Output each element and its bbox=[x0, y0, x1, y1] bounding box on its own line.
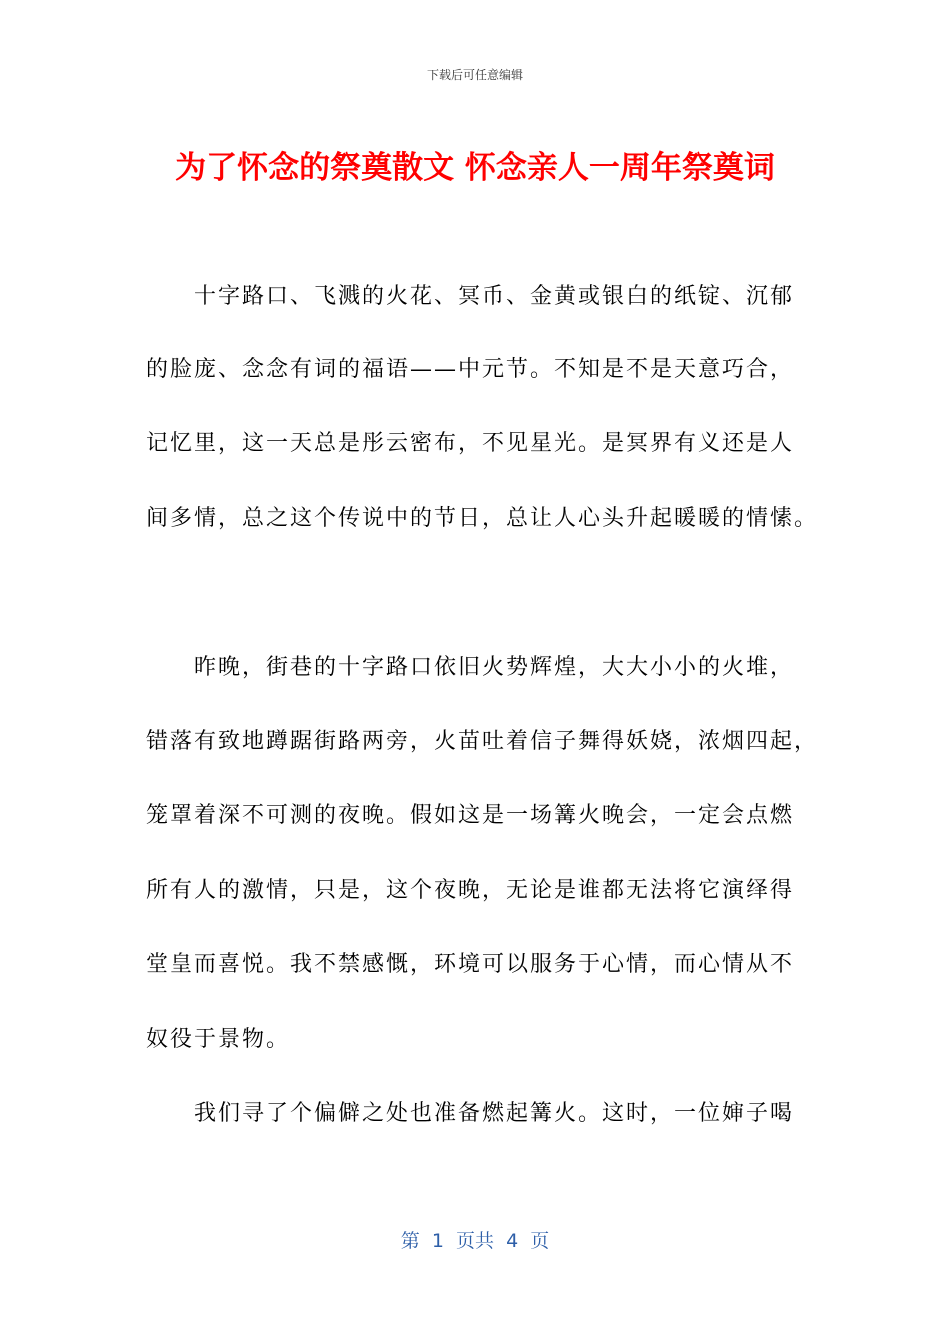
paragraph-line: 错落有致地蹲踞街路两旁，火苗吐着信子舞得妖娆，浓烟四起， bbox=[146, 729, 819, 754]
header-note: 下载后可任意编辑 bbox=[426, 68, 523, 82]
page-number-footer: 第 1 页共 4 页 bbox=[400, 1230, 550, 1252]
document-title: 为了怀念的祭奠散文 怀念亲人一周年祭奠词 bbox=[175, 150, 775, 186]
paragraph-line: 十字路口、飞溅的火花、冥币、金黄或银白的纸锭、沉郁 bbox=[194, 284, 795, 309]
paragraph-line: 我们寻了个偏僻之处也准备燃起篝火。这时，一位婶子喝 bbox=[194, 1101, 795, 1126]
paragraph-line: 记忆里，这一天总是彤云密布，不见星光。是冥界有义还是人 bbox=[146, 431, 795, 456]
paragraph-line: 奴役于景物。 bbox=[146, 1027, 291, 1052]
paragraph-line: 间多情，总之这个传说中的节日，总让人心头升起暖暖的情愫。 bbox=[146, 506, 819, 531]
paragraph-line: 所有人的激情，只是，这个夜晚，无论是谁都无法将它演绎得 bbox=[146, 878, 795, 903]
paragraph-line: 笼罩着深不可测的夜晚。假如这是一场篝火晚会，一定会点燃 bbox=[146, 803, 795, 828]
paragraph-line: 的脸庞、念念有词的福语——中元节。不知是不是天意巧合， bbox=[146, 357, 795, 382]
paragraph-line: 堂皇而喜悦。我不禁感慨，环境可以服务于心情，而心情从不 bbox=[146, 952, 795, 977]
paragraph-line: 昨晚，街巷的十字路口依旧火势辉煌，大大小小的火堆， bbox=[194, 655, 795, 680]
